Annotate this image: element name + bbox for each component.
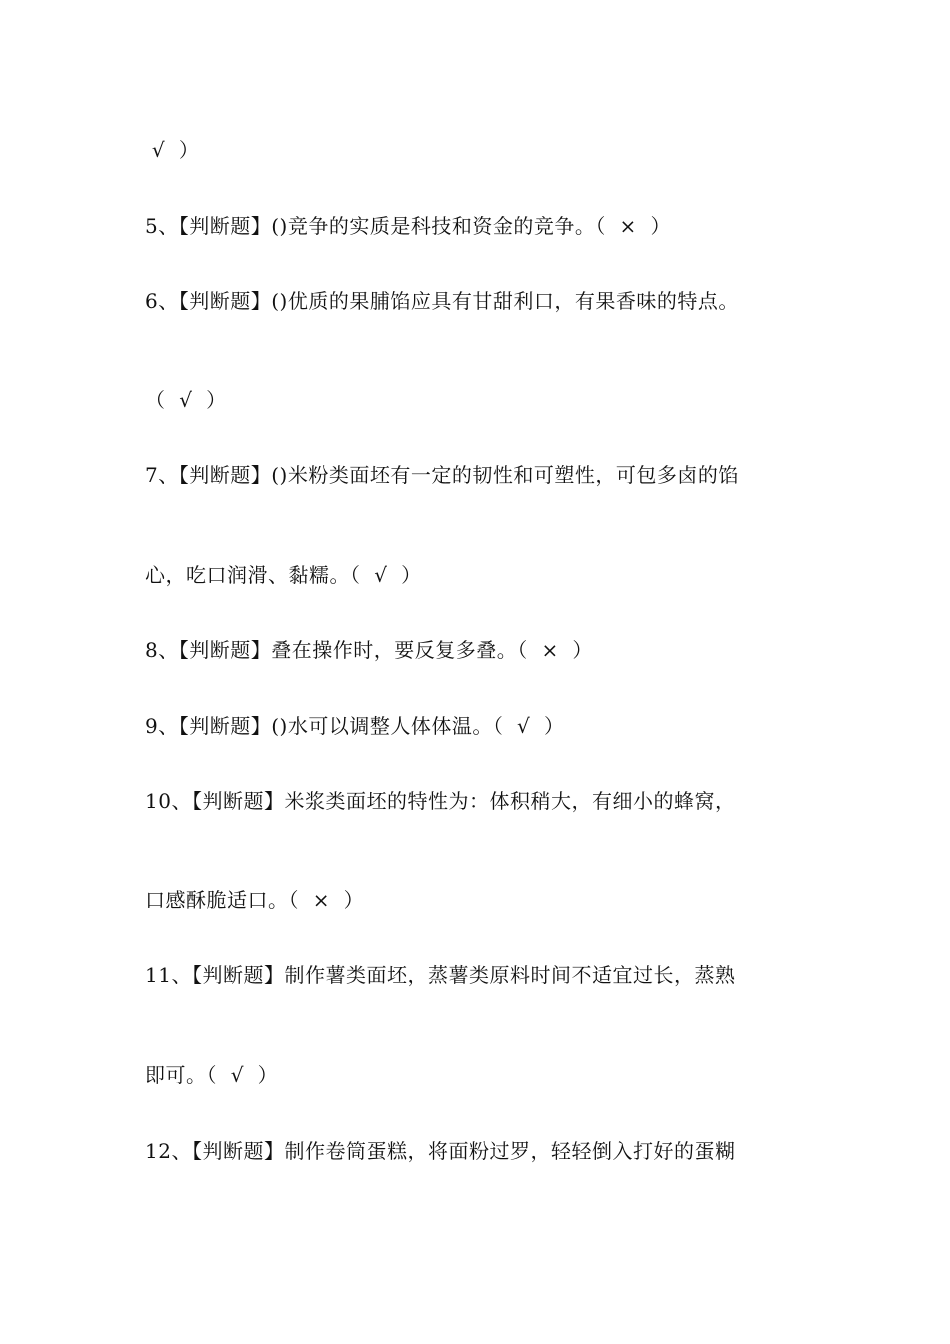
question-9: 9、【判断题】()水可以调整人体体温。（ √ ） — [145, 714, 565, 738]
question-11-continued: 即可。（ √ ） — [145, 1063, 279, 1087]
question-10-continued: 口感酥脆适口。（ × ） — [145, 888, 365, 912]
answer-line-4-continued: √ ） — [145, 138, 200, 162]
question-8: 8、【判断题】叠在操作时，要反复多叠。（ × ） — [145, 638, 593, 662]
question-7-continued: 心，吃口润滑、黏糯。（ √ ） — [145, 563, 422, 587]
question-11: 11、【判断题】制作薯类面坯，蒸薯类原料时间不适宜过长，蒸熟 — [145, 963, 736, 987]
question-12: 12、【判断题】制作卷筒蛋糕，将面粉过罗，轻轻倒入打好的蛋糊 — [145, 1139, 736, 1163]
question-10: 10、【判断题】米浆类面坯的特性为：体积稍大，有细小的蜂窝， — [145, 789, 736, 813]
question-6: 6、【判断题】()优质的果脯馅应具有甘甜利口，有果香味的特点。 — [145, 289, 739, 313]
question-7: 7、【判断题】()米粉类面坯有一定的韧性和可塑性，可包多卤的馅 — [145, 463, 739, 487]
question-5: 5、【判断题】()竞争的实质是科技和资金的竞争。（ × ） — [145, 214, 672, 238]
question-6-answer: （ √ ） — [145, 388, 227, 412]
